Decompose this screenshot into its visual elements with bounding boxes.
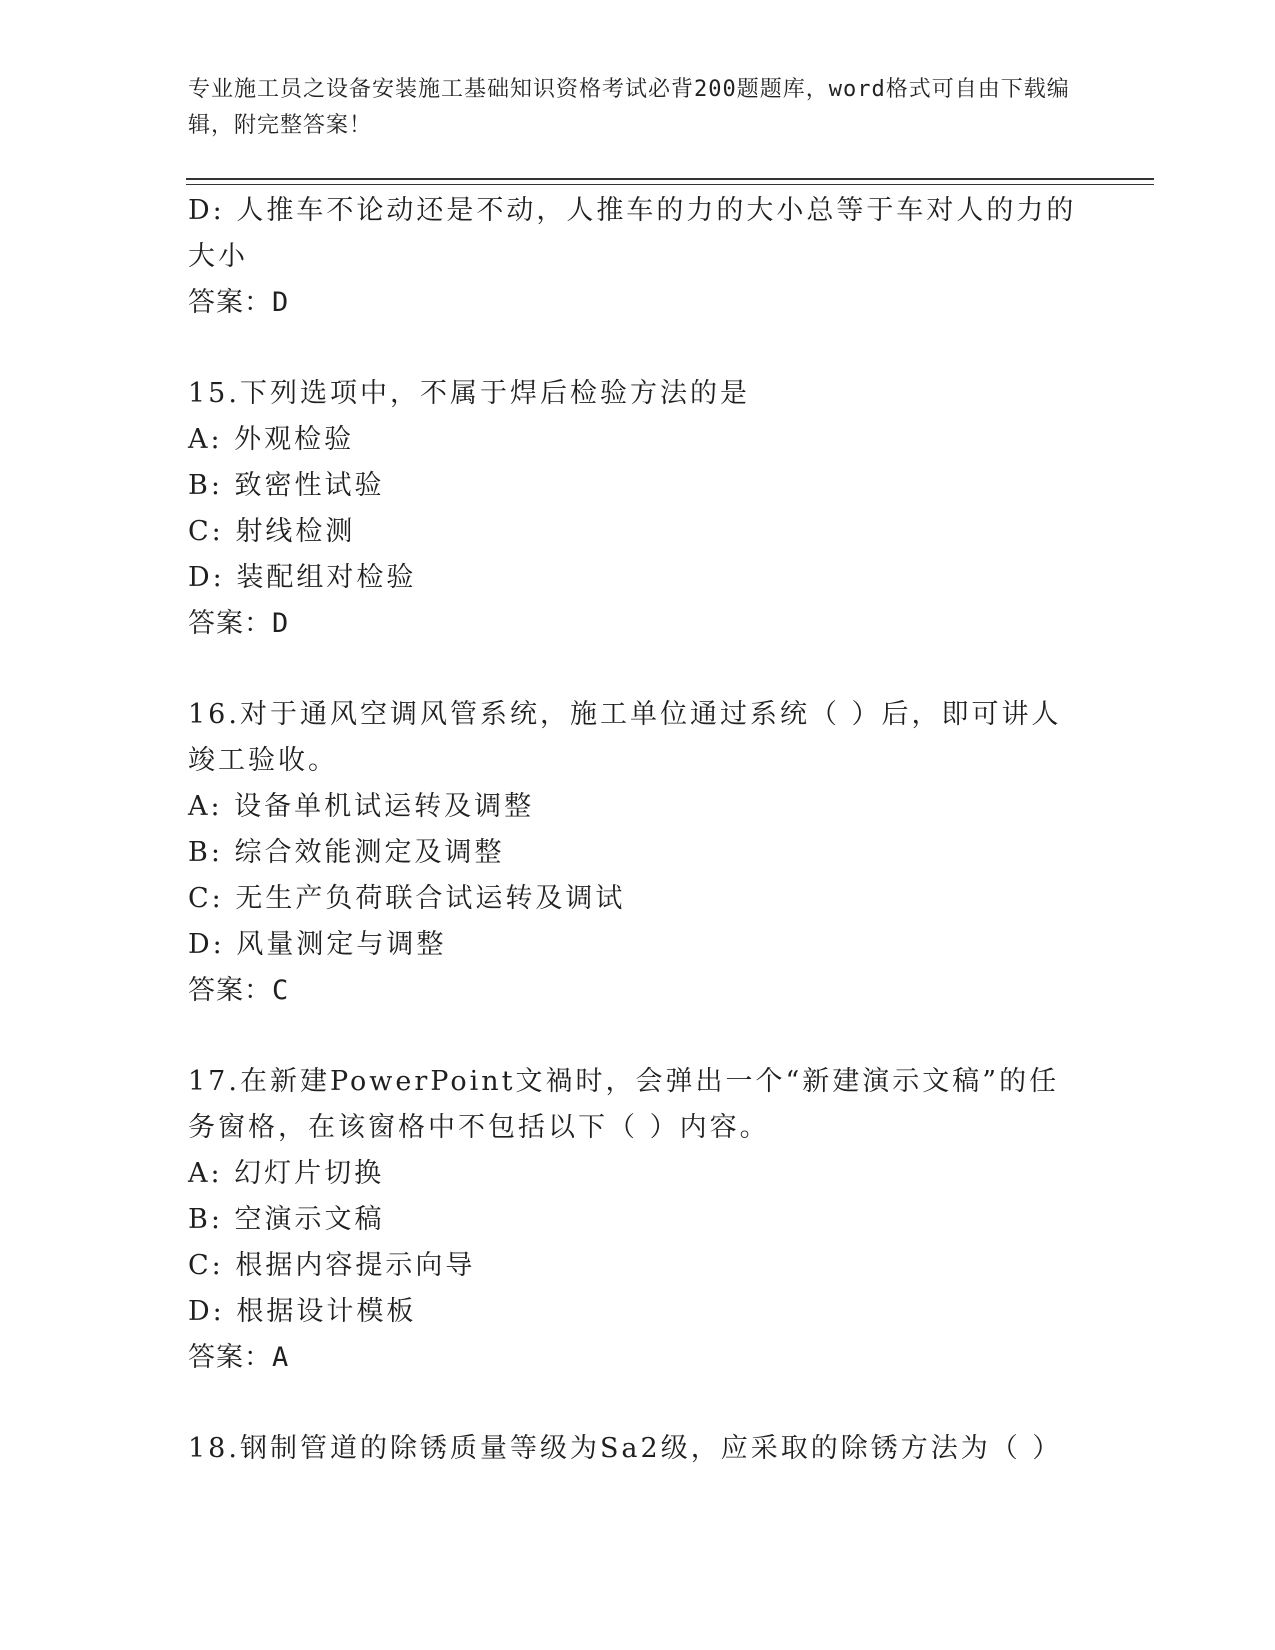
- question-spacer: [188, 647, 1088, 692]
- question-stem: 16.对于通风空调风管系统，施工单位通过系统（ ）后，即可讲人竣工验收。: [188, 699, 1062, 776]
- header-divider-thin: [186, 184, 1154, 185]
- option-c: C: 根据内容提示向导: [188, 1250, 476, 1281]
- option-c: C: 射线检测: [188, 516, 356, 547]
- question-stem: 18.钢制管道的除锈质量等级为Sa2级，应采取的除锈方法为（ ）: [188, 1433, 1063, 1464]
- option-d: D: 风量测定与调整: [188, 929, 447, 960]
- option-a: A: 设备单机试运转及调整: [188, 791, 535, 822]
- option-c: C: 无生产负荷联合试运转及调试: [188, 883, 626, 914]
- document-body: [188, 188, 1088, 1472]
- question-stem: 17.在新建PowerPoint文禍时，会弹出一个“新建演示文稿”的任务窗格，在该窗格中不包括以下（ ）内容。: [188, 1066, 1060, 1143]
- document-header: 专业施工员之设备安装施工基础知识资格考试必背200题题库，word格式可自由下载编辑，附完整答案！: [188, 77, 1070, 138]
- header-divider-thick: [186, 178, 1154, 180]
- answer-line: 答案：C: [188, 975, 290, 1006]
- option-b: B: 致密性试验: [188, 470, 385, 501]
- question-stem: 15.下列选项中，不属于焊后检验方法的是: [188, 378, 750, 409]
- option-a: A: 幻灯片切换: [188, 1158, 385, 1189]
- question-spacer: [188, 1014, 1088, 1059]
- option-d: D: 装配组对检验: [188, 562, 417, 593]
- option-b: B: 综合效能测定及调整: [188, 837, 505, 868]
- answer-line: 答案：A: [188, 1342, 290, 1373]
- answer-line: 答案：D: [188, 608, 290, 639]
- question-spacer: [188, 1381, 1088, 1426]
- option-d: D: 人推车不论动还是不动，人推车的力的大小总等于车对人的力的大小: [188, 195, 1077, 272]
- option-d: D: 根据设计模板: [188, 1296, 417, 1327]
- answer-line: 答案：D: [188, 287, 290, 318]
- question-spacer: [188, 326, 1088, 371]
- option-b: B: 空演示文稿: [188, 1204, 385, 1235]
- option-a: A: 外观检验: [188, 424, 355, 455]
